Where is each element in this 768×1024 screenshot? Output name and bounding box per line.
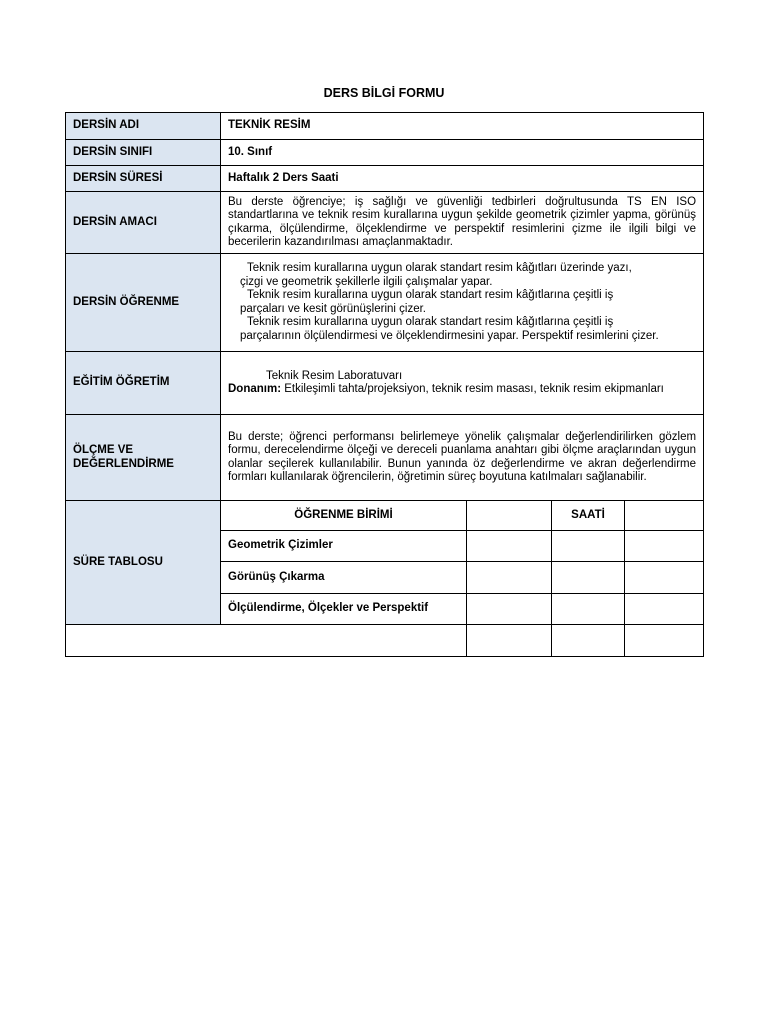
schedule-header-row: [66, 501, 704, 531]
course-learning-list: [221, 254, 704, 352]
row-course-learning: [66, 254, 704, 352]
schedule-cell: [625, 562, 704, 594]
row-assessment: [66, 415, 704, 501]
assessment-label: ÖLÇME VE DEĞERLENDİRME: [66, 415, 221, 501]
row-course-name: [66, 113, 704, 140]
schedule-cell: [552, 562, 625, 594]
course-name-value: TEKNİK RESİM: [221, 113, 704, 140]
schedule-unit-1: Geometrik Çizimler: [221, 531, 467, 562]
schedule-cell: [552, 531, 625, 562]
course-class-value: 10. Sınıf: [221, 140, 704, 166]
equipment-label: Donanım:: [228, 383, 282, 395]
learning-item-3-first: Teknik resim kurallarına uygun olarak standart resim kâğıtlarına çeşitli iş: [247, 316, 614, 328]
course-info-table: [65, 112, 704, 657]
form-title: DERS BİLGİ FORMU: [323, 86, 445, 100]
course-name-label: DERSİN ADI: [66, 113, 221, 140]
schedule-unit-3: Ölçülendirme, Ölçekler ve Perspektif: [221, 594, 467, 625]
schedule-total-blank: [66, 625, 467, 657]
schedule-label: SÜRE TABLOSU: [66, 501, 221, 625]
learning-item-3-rest: parçalarının ölçülendirmesi ve ölçeklendirmesini yapar. Perspektif resimlerini çizer.: [240, 329, 659, 342]
row-course-purpose: [66, 192, 704, 254]
schedule-unit-2: Görünüş Çıkarma: [221, 562, 467, 594]
schedule-header-blank-1: [467, 501, 552, 531]
row-education: [66, 352, 704, 415]
schedule-cell: [552, 625, 625, 657]
schedule-total-row: [66, 625, 704, 657]
learning-item-2-rest: parçaları ve kesit görünüşlerini çizer.: [240, 302, 426, 315]
learning-item-1-first: Teknik resim kurallarına uygun olarak standart resim kâğıtları üzerinde yazı,: [247, 262, 632, 274]
schedule-cell: [467, 562, 552, 594]
assessment-text: Bu derste; öğrenci performansı belirlemeye yönelik çalışmalar değerlendirilirken gözlem formu, derecelendirme ölçeği ve dereceli puanlama anahtarı gibi ölçme araçlarından uygun olanlar seçilerek kullanılabilir. Bunun yanında öz değerlendirme ve akran değerlendirme formları kullanılarak öğrencilerin, öğretimin süreç boyutuna katılmaları sağlanabilir.: [221, 415, 704, 501]
education-equipment: [228, 383, 696, 397]
course-class-label: DERSİN SINIFI: [66, 140, 221, 166]
education-label: EĞİTİM ÖĞRETİM: [66, 352, 221, 415]
schedule-cell: [625, 531, 704, 562]
schedule-cell: [467, 531, 552, 562]
schedule-unit-header: ÖĞRENME BİRİMİ: [221, 501, 467, 531]
row-course-duration: [66, 166, 704, 192]
schedule-cell: [467, 625, 552, 657]
course-purpose-label: DERSİN AMACI: [66, 192, 221, 254]
learning-item-2-first: Teknik resim kurallarına uygun olarak standart resim kâğıtlarına çeşitli iş: [247, 289, 614, 301]
education-content: [221, 352, 704, 415]
schedule-cell: [552, 594, 625, 625]
equipment-text: Etkileşimli tahta/projeksiyon, teknik resim masası, teknik resim ekipmanları: [284, 383, 664, 395]
schedule-header-blank-2: [625, 501, 704, 531]
course-learning-label: DERSİN ÖĞRENME: [66, 254, 221, 352]
schedule-cell: [467, 594, 552, 625]
schedule-cell: [625, 594, 704, 625]
course-duration-label: DERSİN SÜRESİ: [66, 166, 221, 192]
learning-item-1-rest: çizgi ve geometrik şekillerle ilgili çalışmalar yapar.: [240, 275, 493, 288]
education-lab: Teknik Resim Laboratuvarı: [266, 369, 403, 382]
schedule-hours-header: SAATİ: [552, 501, 625, 531]
schedule-cell: [625, 625, 704, 657]
row-course-class: [66, 140, 704, 166]
course-purpose-text: Bu derste öğrenciye; iş sağlığı ve güvenliği tedbirleri doğrultusunda TS EN ISO standartlarına ve teknik resim kurallarına uygun şekilde geometrik çizimler yapma, görünüş çıkarma, ölçülendirme, ölçeklendirme ve perspektif resimlerini çizme ile ilgili bilgi ve becerilerin kazandırılması amaçlanmaktadır.: [221, 192, 704, 254]
course-duration-value: Haftalık 2 Ders Saati: [221, 166, 704, 192]
